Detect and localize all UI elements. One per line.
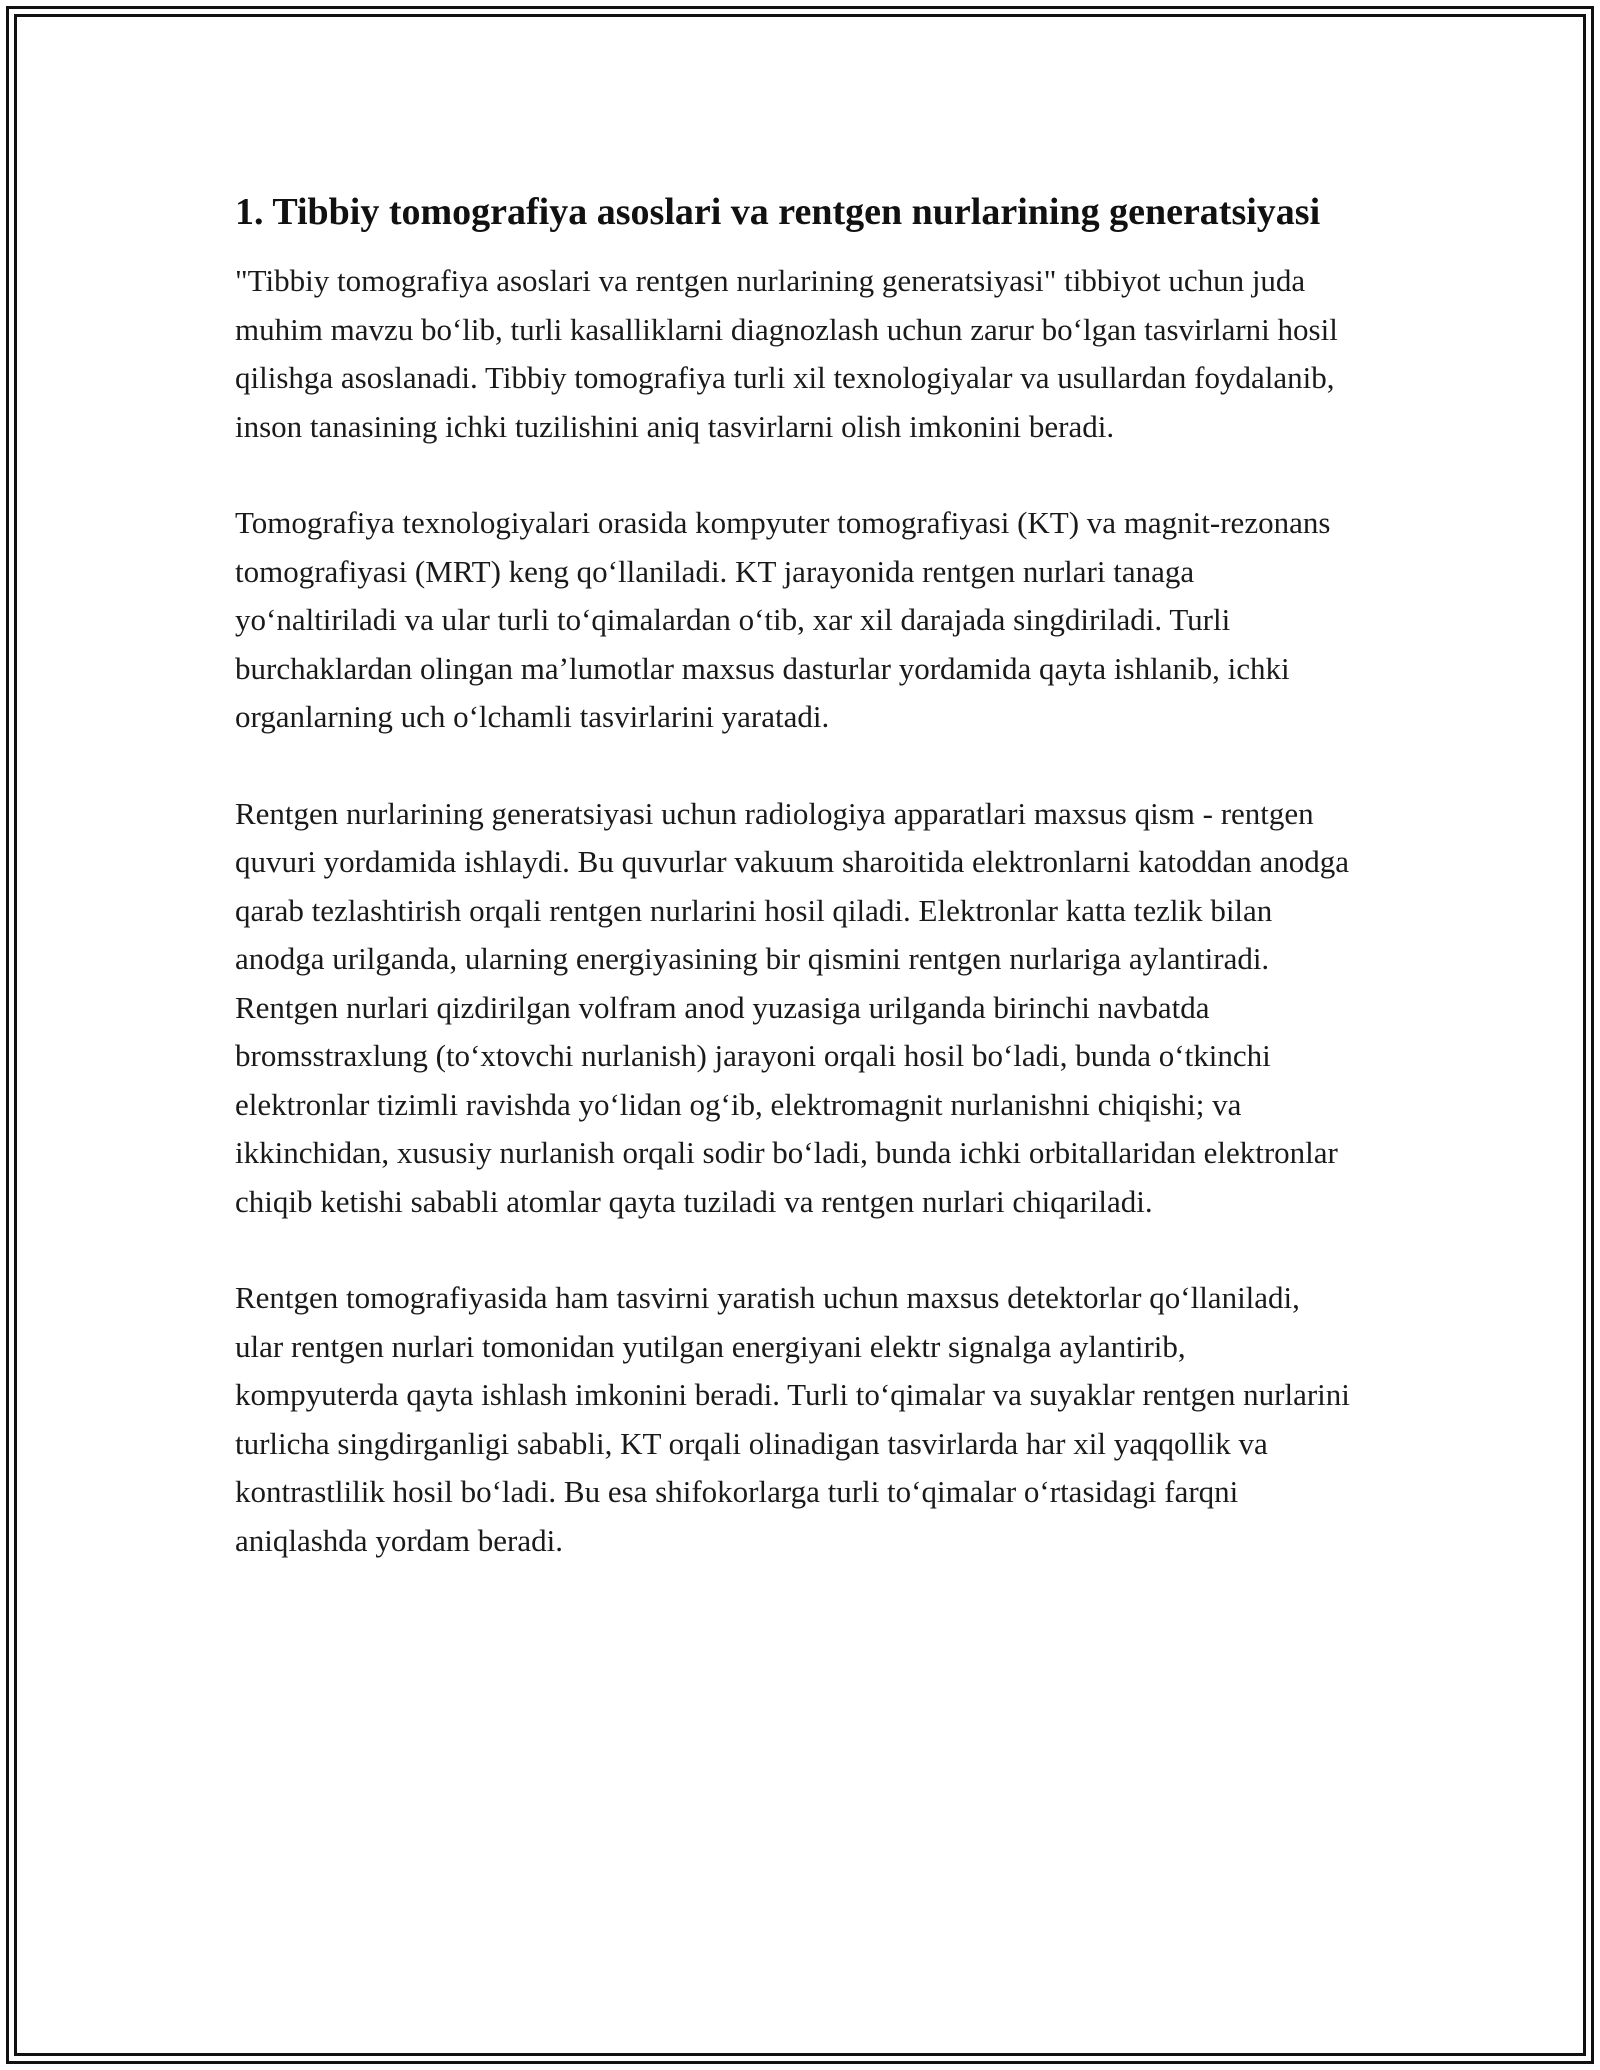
paragraph-detectors: Rentgen tomografiyasida ham tasvirni yaratish uchun maxsus detektorlar qoʻllaniladi, ular rentgen nurlari tomonidan yutilgan energiyani elektr signalga aylantirib, kompyuterda qayta ishlash imkonini beradi. Turli toʻqimalar va suyaklar rentgen nurlarini turlicha singdirganligi sababli, KT orqali olinadigan tasvirlarda har xil yaqqollik va kontrastlilik hosil boʻladi. Bu esa shifokorlarga turli toʻqimalar oʻrtasidagi farqni aniqlashda yordam beradi. [235,1280,1350,1558]
paragraph-intro: "Tibbiy tomografiya asoslari va rentgen nurlarining generatsiyasi" tibbiyot uchun juda muhim mavzu boʻlib, turli kasalliklarni diagnozlash uchun zarur boʻlgan tasvirlarni hosil qilishga asoslanadi. Tibbiy tomografiya turli xil texnologiyalar va usullardan foydalanib, inson tanasining ichki tuzilishini aniq tasvirlarni olish imkonini beradi. [235,263,1338,444]
paragraph-xray-generation: Rentgen nurlarining generatsiyasi uchun radiologiya apparatlari maxsus qism - rentgen quvuri yordamida ishlaydi. Bu quvurlar vakuum sharoitida elektronlarni katoddan anodga qarab tezlashtirish orqali rentgen nurlarini hosil qiladi. Elektronlar katta tezlik bilan anodga urilganda, ularning energiyasining bir qismini rentgen nurlariga aylantiradi. Rentgen nurlari qizdirilgan volfram anod yuzasiga urilganda birinchi navbatda bromsstraxlung (toʻxtovchi nurlanish) jarayoni orqali hosil boʻladi, bunda oʻtkinchi elektronlar tizimli ravishda yoʻlidan ogʻib, elektromagnit nurlanishni chiqishi; va ikkinchidan, xususiy nurlanish orqali sodir boʻladi, bunda ichki orbitallaridan elektronlar chiqib ketishi sababli atomlar qayta tuziladi va rentgen nurlari chiqariladi. [235,795,1350,1219]
paragraph-tomography-technologies: Tomografiya texnologiyalari orasida kompyuter tomografiyasi (KT) va magnit-rezonans tomografiyasi (MRT) keng qoʻllaniladi. KT jarayonida rentgen nurlari tanaga yoʻnaltiriladi va ular turli toʻqimalardan oʻtib, xar xil darajada singdiriladi. Turli burchaklardan olingan maʼlumotlar maxsus dasturlar yordamida qayta ishlanib, ichki organlarning uch oʻlchamli tasvirlarini yaratadi. [235,505,1331,734]
section-heading: 1. Tibbiy tomografiya asoslari va rentgen nurlarining generatsiyasi [235,191,1321,233]
document-body [235,185,1355,1613]
